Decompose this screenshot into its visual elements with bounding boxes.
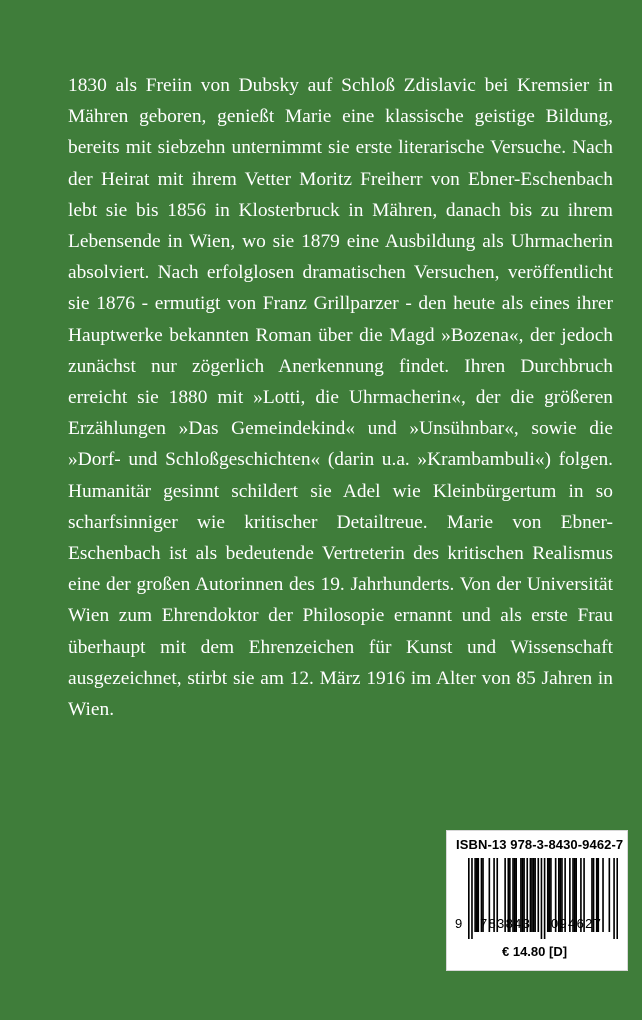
barcode-bar-22 [533,858,535,932]
barcode-digits-right: 094627 [551,916,603,931]
barcode-label [446,830,628,971]
isbn-label: ISBN-13 978-3-8430-9462-7 [456,837,624,852]
barcode-bar-46 [609,858,611,932]
barcode-bar-0 [468,858,470,939]
barcode-bar-21 [531,858,533,932]
barcode-digit-first: 9 [455,916,463,931]
barcode-bar-48 [616,858,618,939]
barcode-bar-47 [613,858,615,939]
barcode-bar-2 [474,858,476,932]
barcode-digits-left: 783843 [480,916,532,931]
barcode-bar-24 [537,858,539,932]
barcode-bar-3 [476,858,478,932]
barcode-bar-27 [547,858,549,932]
barcode-bar-4 [477,858,479,932]
barcode-bar-1 [471,858,473,939]
barcode-bar-28 [549,858,551,932]
barcode-bar-45 [602,858,604,932]
author-biography: 1830 als Freiin von Dubsky auf Schloß Zdislavic bei Kremsier in Mähren geboren, genießt Marie eine klassische geistige Bildung, bereits mit siebzehn unternimmt sie erste literarische Versuche. Nach der Heirat mit ihrem Vetter Moritz Freiherr von Ebner-Eschenbach lebt sie bis 1856 in Klosterbruck in Mähren, danach bis zu ihrem Lebensende in Wien, wo sie 1879 eine Ausbildung als Uhrmacherin absolviert. Nach erfolglosen dramatischen Versuchen, veröffentlicht sie 1876 - ermutigt von Franz Grillparzer - den heute als eines ihrer Hauptwerke bekannten Roman über die Magd »Bozena«, der jedoch zunächst nur zögerlich Anerkennung findet. Ihren Durchbruch erreicht sie 1880 mit »Lotti, die Uhrmacherin«, der die größeren Erzählungen »Das Gemeindekind« und »Unsühnbar«, sowie die »Dorf- und Schloßgeschichten« (darin u.a. »Krambambuli«) folgen. Humanitär gesinnt schildert sie Adel wie Kleinbürgertum in so scharfsinniger wie kritischer Detailtreue. Marie von Ebner-Eschenbach ist als bedeutende Vertreterin des kritischen Realismus eine der großen Autorinnen des 19. Jahrhunderts. Von der Universität Wien zum Ehrendoktor der Philosopie ernannt und als erste Frau überhaupt mit dem Ehrenzeichen für Kunst und Wissenschaft ausgezeichnet, stirbt sie am 12. März 1916 im Alter von 85 Jahren in Wien. [68,75,613,721]
barcode-bar-23 [534,858,536,932]
price-label: € 14.80 [D] [502,944,568,959]
barcode-bar-25 [541,858,543,939]
barcode-bar-26 [544,858,546,939]
